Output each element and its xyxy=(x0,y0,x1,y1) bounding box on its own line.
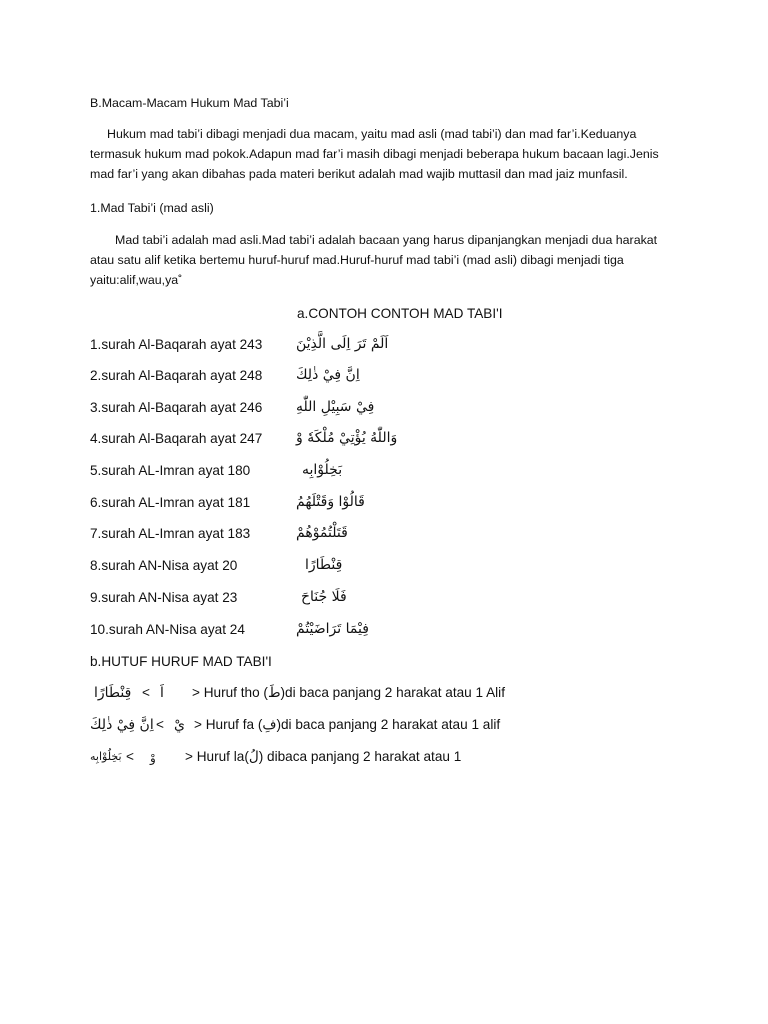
example-arabic: بَخِلُوْابِه xyxy=(302,462,343,478)
letter-row-mark: وْ xyxy=(150,751,156,765)
example-arabic: اَلَمْ تَرَ اِلَى الَّذِيْنَ xyxy=(296,336,389,352)
letter-row-separator: < xyxy=(126,749,134,764)
example-label: 2.surah Al-Baqarah ayat 248 xyxy=(90,368,263,383)
section-heading-b: B.Macam-Macam Hukum Mad Tabi’i xyxy=(90,96,289,110)
letter-row-separator: < xyxy=(156,717,164,732)
example-label: 4.surah Al-Baqarah ayat 247 xyxy=(90,431,263,446)
example-arabic: قِنْطَارًا xyxy=(305,557,343,573)
letter-row-text: > Huruf fa (فِ)di baca panjang 2 harakat atau 1 alif xyxy=(194,717,501,732)
example-label: 1.surah Al-Baqarah ayat 243 xyxy=(90,337,263,352)
example-arabic: اِنَّ فِيْ ذٰلِكَ xyxy=(296,367,360,383)
letters-heading: b.HUTUF HURUF MAD TABI'I xyxy=(90,654,272,669)
letter-row-word: اِنَّ فِيْ ذٰلِكَ xyxy=(90,717,154,733)
definition-paragraph: Mad tabi’i adalah mad asli.Mad tabi’i adalah bacaan yang harus dipanjangkan menjadi dua harakat atau satu alif ketika bertemu huruf-huruf mad.Huruf-huruf mad tabi’i (mad asli) dibagi menjadi tiga yaitu:alif,wau,ya˚ xyxy=(90,233,658,287)
example-arabic: قَتَلْتُمُوْهُمْ xyxy=(296,525,348,541)
intro-paragraph: Hukum mad tabi’i dibagi menjadi dua macam, yaitu mad asli (mad tabi’i) dan mad far’i.Keduanya termasuk hukum mad pokok.Adapun mad far’i masih dibagi menjadi beberapa hukum bacaan lagi.Jenis mad far’i yang akan dibahas pada materi berikut adalah mad wajib muttasil dan mad jaiz munfasil. xyxy=(90,127,659,181)
letter-row-mark: يْ xyxy=(174,717,185,733)
letter-row-text: > Huruf tho (طَ)di baca panjang 2 harakat atau 1 Alif xyxy=(192,685,505,700)
section-heading-1: 1.Mad Tabi’i (mad asli) xyxy=(90,201,214,215)
example-arabic: قَالُوْا وَقَتْلَهُمُ xyxy=(296,494,365,510)
example-arabic: فِيْمَا تَرَاضَيْتُمْ xyxy=(296,621,369,637)
example-label: 7.surah AL-Imran ayat 183 xyxy=(90,526,251,541)
letter-row-word: بَخِلُوْابِه xyxy=(90,750,122,763)
example-arabic: فِيْ سَبِيْلِ اللّٰهِ xyxy=(296,399,375,415)
example-arabic: فَلَا جُنَاحَ xyxy=(301,589,347,605)
letter-row-text: > Huruf la(لُ) dibaca panjang 2 harakat atau 1 xyxy=(185,749,462,764)
example-arabic: وَاللّٰهُ يُؤْتِيْ مُلْكَهٗ وْ xyxy=(296,430,398,446)
example-label: 3.surah Al-Baqarah ayat 246 xyxy=(90,400,263,415)
letter-row-word: قِنْطَارًا xyxy=(94,685,132,701)
example-label: 5.surah AL-Imran ayat 180 xyxy=(90,463,251,478)
example-label: 8.surah AN-Nisa ayat 20 xyxy=(90,558,238,573)
example-label: 6.surah AL-Imran ayat 181 xyxy=(90,495,251,510)
examples-heading: a.CONTOH CONTOH MAD TABI'I xyxy=(297,306,503,321)
example-label: 10.surah AN-Nisa ayat 24 xyxy=(90,622,245,637)
example-label: 9.surah AN-Nisa ayat 23 xyxy=(90,590,238,605)
letter-row-separator: < xyxy=(142,685,150,700)
letter-row-mark: اَ xyxy=(160,685,164,701)
